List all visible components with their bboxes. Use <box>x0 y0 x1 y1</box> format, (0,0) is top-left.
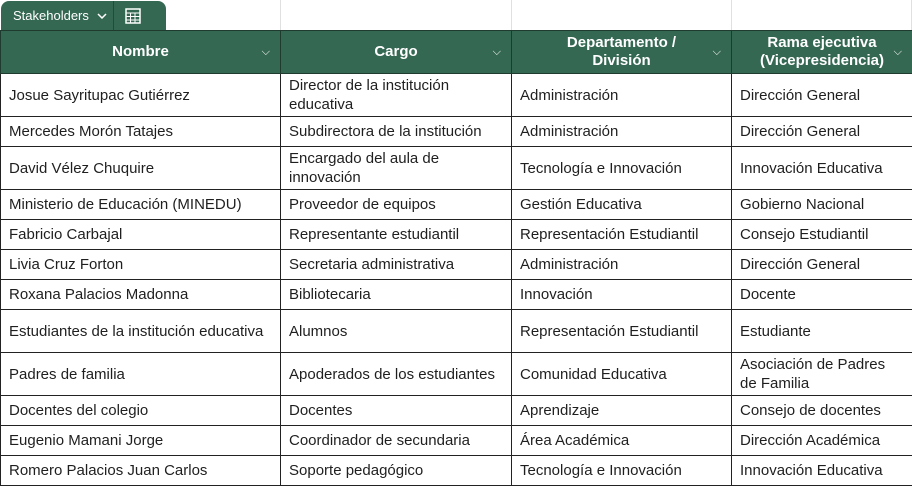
column-header-label: Nombre <box>112 43 169 60</box>
table-cell[interactable]: Dirección General <box>732 117 912 147</box>
table-view-button[interactable] <box>114 8 152 24</box>
table-cell[interactable]: Innovación Educativa <box>732 456 912 486</box>
table-row <box>1 310 912 353</box>
table-cell[interactable]: Gestión Educativa <box>512 190 732 220</box>
table-cell[interactable]: Docente <box>732 280 912 310</box>
table-cell[interactable]: Secretaria administrativa <box>281 250 512 280</box>
table-cell[interactable]: Dirección Académica <box>732 426 912 456</box>
table-cell[interactable]: Dirección General <box>732 250 912 280</box>
table-name: Stakeholders <box>13 8 89 23</box>
table-cell[interactable]: Innovación <box>512 280 732 310</box>
chevron-down-icon[interactable]: ⌵ <box>492 46 501 58</box>
table-cell[interactable]: Roxana Palacios Madonna <box>1 280 281 310</box>
table-cell[interactable]: Innovación Educativa <box>732 147 912 190</box>
table-cell[interactable]: Docentes del colegio <box>1 396 281 426</box>
table-cell[interactable]: Padres de familia <box>1 353 281 396</box>
chevron-down-icon[interactable]: ⌵ <box>712 46 721 58</box>
table-cell[interactable]: Asociación de Padres de Familia <box>732 353 912 396</box>
table-row <box>1 117 912 147</box>
table-name-dropdown[interactable] <box>1 1 114 30</box>
table-cell[interactable]: Romero Palacios Juan Carlos <box>1 456 281 486</box>
table-row <box>1 353 912 396</box>
column-header-label: Rama ejecutiva (Vicepresidencia) <box>760 34 884 69</box>
chevron-down-icon[interactable]: ⌵ <box>261 46 270 58</box>
table-cell[interactable]: Consejo de docentes <box>732 396 912 426</box>
table-cell[interactable]: Coordinador de secundaria <box>281 426 512 456</box>
table-cell[interactable]: Tecnología e Innovación <box>512 147 732 190</box>
table-cell[interactable]: Tecnología e Innovación <box>512 456 732 486</box>
table-cell[interactable]: Eugenio Mamani Jorge <box>1 426 281 456</box>
table-row <box>1 74 912 117</box>
table-row <box>1 250 912 280</box>
table-row <box>1 147 912 190</box>
stakeholders-table <box>0 30 912 486</box>
table-cell[interactable]: Ministerio de Educación (MINEDU) <box>1 190 281 220</box>
table-cell[interactable]: Encargado del aula de innovación <box>281 147 512 190</box>
chevron-down-icon[interactable]: ⌵ <box>893 46 902 58</box>
column-header[interactable] <box>281 31 512 74</box>
table-row <box>1 396 912 426</box>
table-cell[interactable]: Área Académica <box>512 426 732 456</box>
table-cell[interactable]: Livia Cruz Forton <box>1 250 281 280</box>
table-row <box>1 456 912 486</box>
table-cell[interactable]: Subdirectora de la institución <box>281 117 512 147</box>
table-cell[interactable]: Estudiante <box>732 310 912 353</box>
table-cell[interactable]: Josue Sayritupac Gutiérrez <box>1 74 281 117</box>
table-cell[interactable]: Administración <box>512 74 732 117</box>
table-cell[interactable]: Director de la institución educativa <box>281 74 512 117</box>
table-cell[interactable]: Fabricio Carbajal <box>1 220 281 250</box>
column-header[interactable] <box>732 31 912 74</box>
table-cell[interactable]: Alumnos <box>281 310 512 353</box>
table-cell[interactable]: Bibliotecaria <box>281 280 512 310</box>
table-row <box>1 220 912 250</box>
table-cell[interactable]: Representante estudiantil <box>281 220 512 250</box>
table-cell[interactable]: Apoderados de los estudiantes <box>281 353 512 396</box>
chevron-down-icon <box>97 13 107 19</box>
table-cell[interactable]: Mercedes Morón Tatajes <box>1 117 281 147</box>
table-cell[interactable]: Aprendizaje <box>512 396 732 426</box>
column-header-label: Departamento / División <box>566 34 677 69</box>
table-row <box>1 426 912 456</box>
table-tab <box>1 1 166 30</box>
table-row <box>1 280 912 310</box>
table-cell[interactable]: Proveedor de equipos <box>281 190 512 220</box>
table-cell[interactable]: Soporte pedagógico <box>281 456 512 486</box>
table-cell[interactable]: Administración <box>512 117 732 147</box>
table-cell[interactable]: Comunidad Educativa <box>512 353 732 396</box>
table-cell[interactable]: Administración <box>512 250 732 280</box>
table-icon <box>125 8 141 24</box>
column-header-label: Cargo <box>374 43 418 60</box>
table-cell[interactable]: Gobierno Nacional <box>732 190 912 220</box>
table-cell[interactable]: Representación Estudiantil <box>512 310 732 353</box>
table-cell[interactable]: Representación Estudiantil <box>512 220 732 250</box>
table-cell[interactable]: David Vélez Chuquire <box>1 147 281 190</box>
column-header[interactable] <box>1 31 281 74</box>
table-cell[interactable]: Consejo Estudiantil <box>732 220 912 250</box>
table-row <box>1 190 912 220</box>
table-cell[interactable]: Docentes <box>281 396 512 426</box>
column-header[interactable] <box>512 31 732 74</box>
table-cell[interactable]: Estudiantes de la institución educativa <box>1 310 281 353</box>
table-cell[interactable]: Dirección General <box>732 74 912 117</box>
